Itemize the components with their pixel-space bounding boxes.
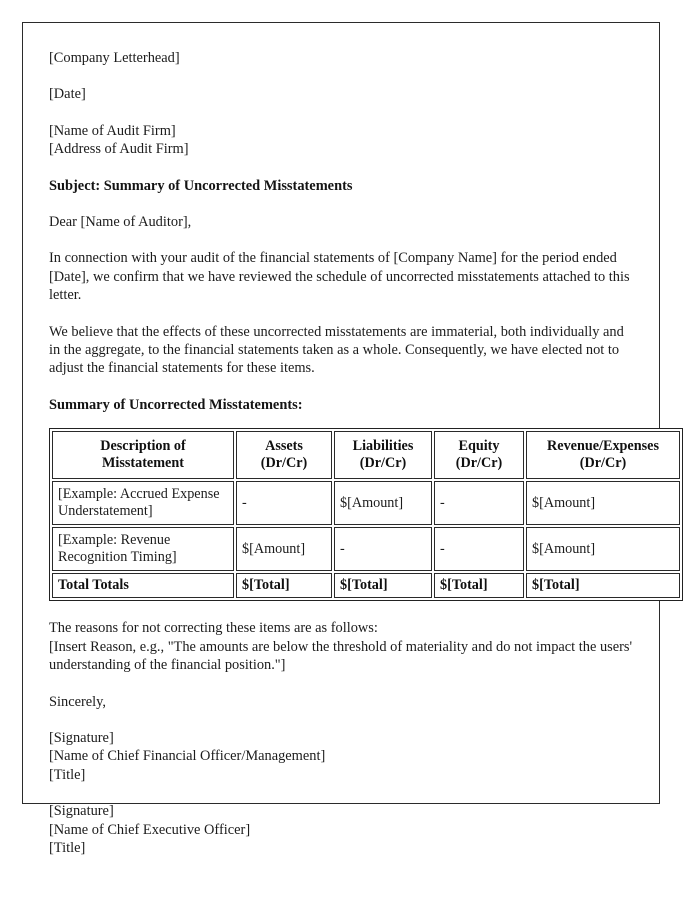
- cell-equity: -: [434, 527, 524, 571]
- paragraph-1: In connection with your audit of the financial statements of [Company Name] for the period ended [Date], we confirm that we have reviewed the schedule of uncorrected misstatements attached to this letter.: [49, 250, 630, 304]
- signature-block-ceo: [49, 802, 633, 857]
- cell-equity: -: [434, 481, 524, 525]
- cell-assets: $[Amount]: [236, 527, 332, 571]
- column-header-description-line1: Description of: [100, 438, 186, 455]
- signer-name-cfo: [Name of Chief Financial Officer/Management]: [49, 748, 326, 765]
- date-block: [49, 85, 633, 103]
- table-total-row: [52, 573, 680, 598]
- cell-description: [Example: Revenue Recognition Timing]: [52, 527, 234, 571]
- column-header-liabilities-line2: (Dr/Cr): [359, 455, 407, 472]
- cell-total-revenue-expenses: $[Total]: [526, 573, 680, 598]
- document-page: [22, 22, 660, 856]
- closing-block: [49, 693, 633, 711]
- letterhead-block: [49, 49, 633, 67]
- table-body: [52, 481, 680, 598]
- cell-total-equity: $[Total]: [434, 573, 524, 598]
- subject-line: Subject: Summary of Uncorrected Misstatements: [49, 177, 353, 194]
- company-letterhead: [Company Letterhead]: [49, 50, 180, 66]
- salutation: Dear [Name of Auditor],: [49, 214, 192, 231]
- table-header: [52, 431, 680, 479]
- paragraph-2-block: [49, 323, 633, 378]
- salutation-block: [49, 213, 633, 231]
- cell-total-label: Total Totals: [52, 573, 234, 598]
- cell-liabilities: $[Amount]: [334, 481, 432, 525]
- cell-revenue-expenses: $[Amount]: [526, 481, 680, 525]
- closing: Sincerely,: [49, 693, 107, 710]
- audit-firm-name: [Name of Audit Firm]: [49, 122, 176, 139]
- cell-assets: -: [236, 481, 332, 525]
- reasons-text: [Insert Reason, e.g., "The amounts are below the threshold of materiality and do not impact the users' understanding of the financial position."]: [49, 638, 633, 674]
- audit-firm-address: [Address of Audit Firm]: [49, 141, 189, 158]
- table-heading: Summary of Uncorrected Misstatements:: [49, 396, 303, 413]
- column-header-liabilities-line1: Liabilities: [352, 438, 414, 455]
- letter-date: [Date]: [49, 86, 86, 103]
- table-header-row: [52, 431, 680, 479]
- subject-block: [49, 177, 633, 195]
- column-header-equity-line2: (Dr/Cr): [455, 455, 503, 472]
- recipient-block: [49, 122, 633, 159]
- table-heading-block: [49, 396, 633, 414]
- column-header-equity: [434, 431, 524, 479]
- column-header-liabilities: [334, 431, 432, 479]
- paragraph-1-block: [49, 249, 633, 304]
- signer-name-ceo: [Name of Chief Executive Officer]: [49, 821, 251, 838]
- cell-liabilities: -: [334, 527, 432, 571]
- signature-placeholder-ceo: [Signature]: [49, 803, 114, 820]
- signature-placeholder-cfo: [Signature]: [49, 729, 114, 746]
- cell-total-liabilities: $[Total]: [334, 573, 432, 598]
- column-header-assets-line1: Assets: [265, 438, 303, 455]
- column-header-description-line2: Misstatement: [102, 455, 184, 472]
- document-body: [23, 23, 659, 857]
- signer-title-cfo: [Title]: [49, 766, 86, 783]
- cell-revenue-expenses: $[Amount]: [526, 527, 680, 571]
- column-header-assets-line2: (Dr/Cr): [260, 455, 308, 472]
- misstatements-table: [49, 428, 683, 601]
- column-header-revenue-expenses: [526, 431, 680, 479]
- column-header-revenue-expenses-line1: Revenue/Expenses: [547, 438, 659, 455]
- column-header-revenue-expenses-line2: (Dr/Cr): [579, 455, 627, 472]
- paragraph-2: We believe that the effects of these uncorrected misstatements are immaterial, both individually and in the aggregate, to the financial statements taken as a whole. Consequently, we have elected not to adjust the financial statements for these items.: [49, 323, 624, 377]
- column-header-equity-line1: Equity: [458, 438, 500, 455]
- reasons-intro: The reasons for not correcting these items are as follows:: [49, 620, 378, 637]
- table-row: [52, 527, 680, 571]
- signature-block-cfo: [49, 729, 633, 784]
- cell-description: [Example: Accrued Expense Understatement]: [52, 481, 234, 525]
- column-header-assets: [236, 431, 332, 479]
- signer-title-ceo: [Title]: [49, 839, 86, 856]
- misstatements-table-wrapper: [49, 428, 659, 601]
- table-row: [52, 481, 680, 525]
- reasons-block: [49, 619, 633, 674]
- cell-total-assets: $[Total]: [236, 573, 332, 598]
- column-header-description: [52, 431, 234, 479]
